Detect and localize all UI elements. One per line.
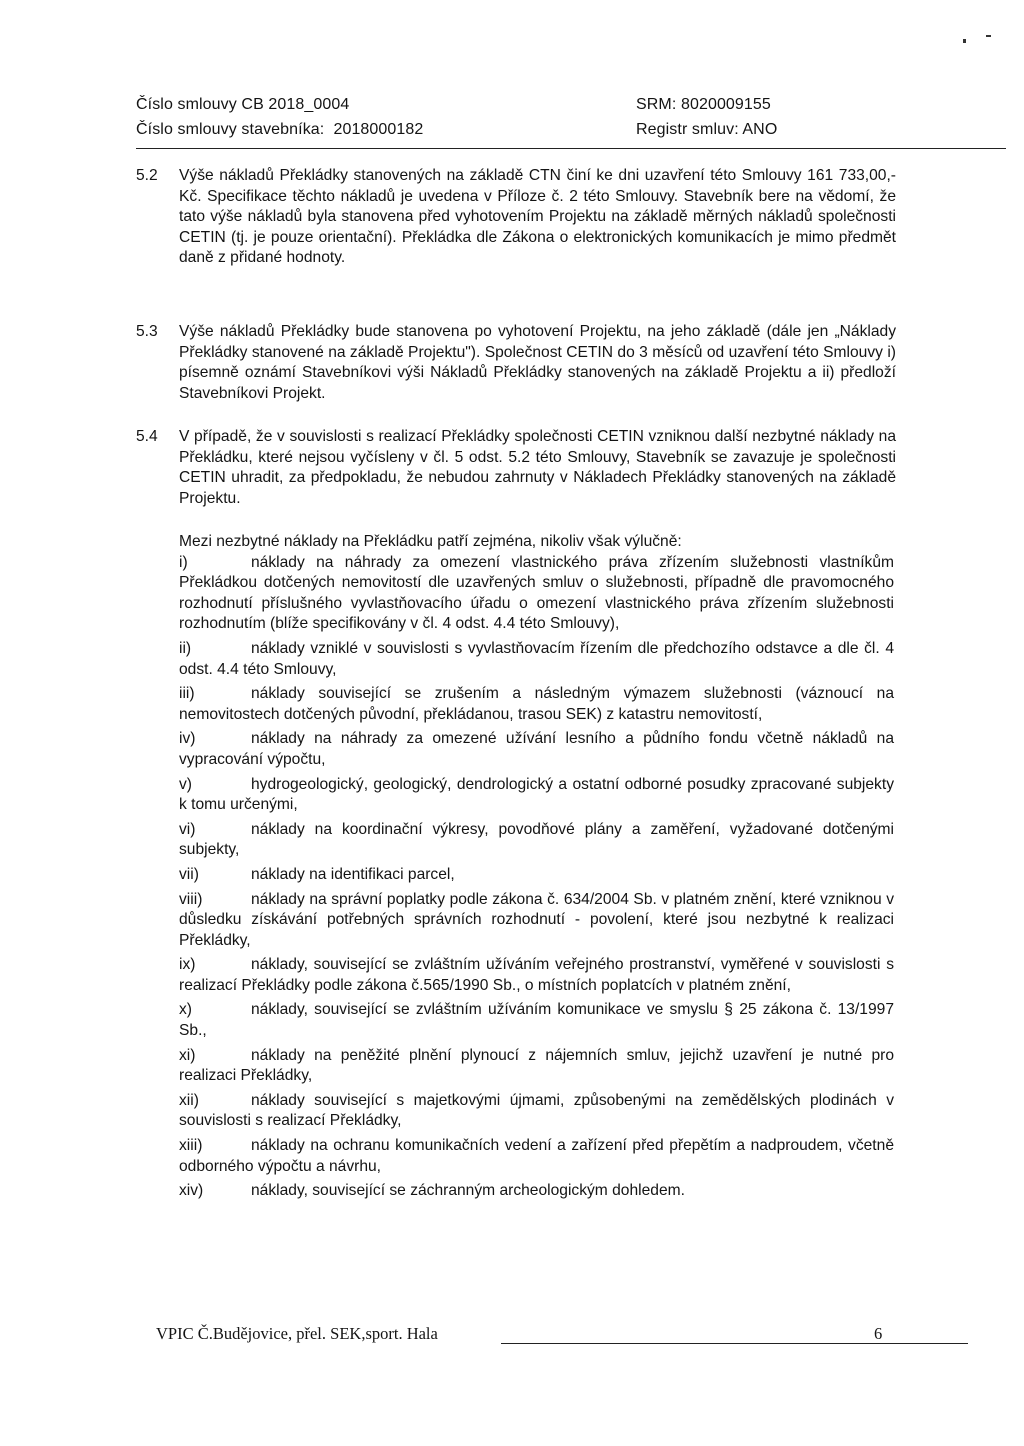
cost-list-item <box>179 890 894 952</box>
cost-list-item <box>179 1136 894 1177</box>
cost-list-item <box>179 1046 894 1087</box>
cost-item-text: náklady na náhrady za omezení vlastnického práva zřízením služebnosti vlastníkům Překládkou dotčených nemovitostí dle uzavřených smluv o služebnosti, případně dle pravomocného rozhodnutí příslušného vyvlastňovacího úřadu o omezení vlastnického práva zřízením služebnosti rozhodnutím (blíže specifikovány v čl. 4 odst. 4.4 této Smlouvy), <box>179 553 894 633</box>
section-5-2 <box>136 166 896 269</box>
cost-item-label: xi) <box>179 1046 196 1064</box>
section-text: Výše nákladů Překládky bude stanovena po vyhotovení Projektu, na jeho základě (dále jen „Náklady Překládky stanovené na základě Projektu"). Společnost CETIN do 3 měsíců od uzavření této Smlouvy i) písemně oznámí Stavebníkovi výši Nákladů Překládky stanovených na základě Projektu a ii) předloží Stavebníkovi Projekt. <box>179 323 896 402</box>
cost-list-item <box>179 1000 894 1041</box>
scan-speck <box>963 39 966 43</box>
cost-item-label: ii) <box>179 639 192 657</box>
header-srm: SRM: 8020009155 <box>636 96 771 113</box>
cost-list-item <box>179 820 894 861</box>
footer-rule <box>501 1343 968 1344</box>
cost-item-text: náklady související s majetkovými újmami, způsobenými na zemědělských plodinách v souvislosti s realizací Překládky, <box>179 1091 894 1130</box>
cost-item-label: iii) <box>179 685 195 703</box>
cost-list-item <box>179 684 894 725</box>
cost-list-item <box>179 955 894 996</box>
section-text: V případě, že v souvislosti s realizací Překládky společnosti CETIN vzniknou další nezbytné náklady na Překládku, které nejsou vyčísleny v čl. 5 odst. 5.2 této Smlouvy, Stavebník se zavazuje je společnosti CETIN uhradit, za předpokladu, že nebudou zahrnuty v Nákladech Překládky stanovených na základě Projektu. <box>179 428 896 507</box>
section-5-4 <box>136 427 896 509</box>
section-number: 5.3 <box>136 323 158 340</box>
cost-item-text: náklady, související se zvláštním užíváním veřejného prostranství, vyměřené v souvislosti s realizací Překládky podle zákona č.565/1990 Sb., o místních poplatcích v platném znění, <box>179 956 894 994</box>
section-5-3 <box>136 322 896 404</box>
cost-item-label: xiii) <box>179 1137 203 1155</box>
header-rule <box>136 148 1006 149</box>
section-number: 5.2 <box>136 167 158 184</box>
cost-item-text: náklady na koordinační výkresy, povodňové plány a zaměření, vyžadované dotčenými subjekty, <box>179 820 894 859</box>
cost-item-label: x) <box>179 1001 192 1019</box>
cost-list-item <box>179 729 894 770</box>
cost-list-item <box>179 775 894 816</box>
cost-item-label: vii) <box>179 865 199 883</box>
header-contract-no-builder: Číslo smlouvy stavebníka: 2018000182 <box>136 121 424 138</box>
header-contract-no-cb: Číslo smlouvy CB 2018_0004 <box>136 96 350 113</box>
section-text: Výše nákladů Překládky stanovených na základě CTN činí ke dni uzavření této Smlouvy 161 733,00,-Kč. Specifikace těchto nákladů je uvedena v Příloze č. 2 této Smlouvy. Stavebník bere na vědomí, že tato výše nákladů byla stanovena před vyhotovením Projektu na základě měrných nákladů společnosti CETIN (tj. je pouze orientační). Překládka dle Zákona o elektronických komunikacích je mimo předmět daně z přidané hodnoty. <box>179 167 896 267</box>
header-registry: Registr smluv: ANO <box>636 121 778 138</box>
cost-list <box>179 532 894 1206</box>
cost-list-item <box>179 553 894 635</box>
cost-item-label: ix) <box>179 956 196 974</box>
section-number: 5.4 <box>136 428 158 445</box>
page-number: 6 <box>874 1324 883 1343</box>
cost-item-label: iv) <box>179 730 196 748</box>
cost-item-text: náklady vzniklé v souvislosti s vyvlastňovacím řízením dle předchozího odstavce a dle čl. 4 odst. 4.4 této Smlouvy, <box>179 639 894 678</box>
cost-item-label: i) <box>179 553 188 571</box>
footer-project-name: VPIC Č.Budějovice, přel. SEK,sport. Hala <box>156 1324 438 1343</box>
cost-item-text: náklady na identifikaci parcel, <box>251 865 455 883</box>
cost-item-label: viii) <box>179 890 203 908</box>
cost-list-item <box>179 639 894 680</box>
cost-item-text: náklady na ochranu komunikačních vedení a zařízení před přepětím a nadproudem, včetně odborného výpočtu a návrhu, <box>179 1137 894 1175</box>
cost-list-item <box>179 865 894 886</box>
cost-items <box>179 553 894 1202</box>
cost-item-label: xiv) <box>179 1182 204 1200</box>
cost-item-text: hydrogeologický, geologický, dendrologický a ostatní odborné posudky zpracované subjekty k tomu určenými, <box>179 775 894 814</box>
cost-item-text: náklady, související se záchranným archeologickým dohledem. <box>251 1182 685 1200</box>
cost-item-label: vi) <box>179 820 196 838</box>
cost-item-text: náklady na náhrady za omezené užívání lesního a půdního fondu včetně nákladů na vypracování výpočtu, <box>179 730 894 768</box>
cost-item-text: náklady související se zrušením a následným výmazem služebnosti (váznoucí na nemovitostech dotčených původní, překládanou, trasou SEK) z katastru nemovitostí, <box>179 685 894 723</box>
cost-list-item <box>179 1181 894 1202</box>
cost-list-intro: Mezi nezbytné náklady na Překládku patří zejména, nikoliv však výlučně: <box>179 533 682 550</box>
cost-item-label: xii) <box>179 1091 199 1109</box>
cost-item-text: náklady na správní poplatky podle zákona č. 634/2004 Sb. v platném znění, které vzniknou v důsledku získávání potřebných správních rozhodnutí - povolení, které jsou nezbytné k realizaci Překládky, <box>179 890 894 949</box>
cost-item-text: náklady, související se zvláštním užíváním komunikace ve smyslu § 25 zákona č. 13/1997 Sb., <box>179 1001 894 1040</box>
cost-list-item <box>179 1091 894 1132</box>
cost-item-label: v) <box>179 775 192 793</box>
cost-item-text: náklady na peněžité plnění plynoucí z nájemních smluv, jejichž uzavření je nutné pro realizaci Překládky, <box>179 1046 894 1085</box>
scan-speck <box>986 35 991 37</box>
